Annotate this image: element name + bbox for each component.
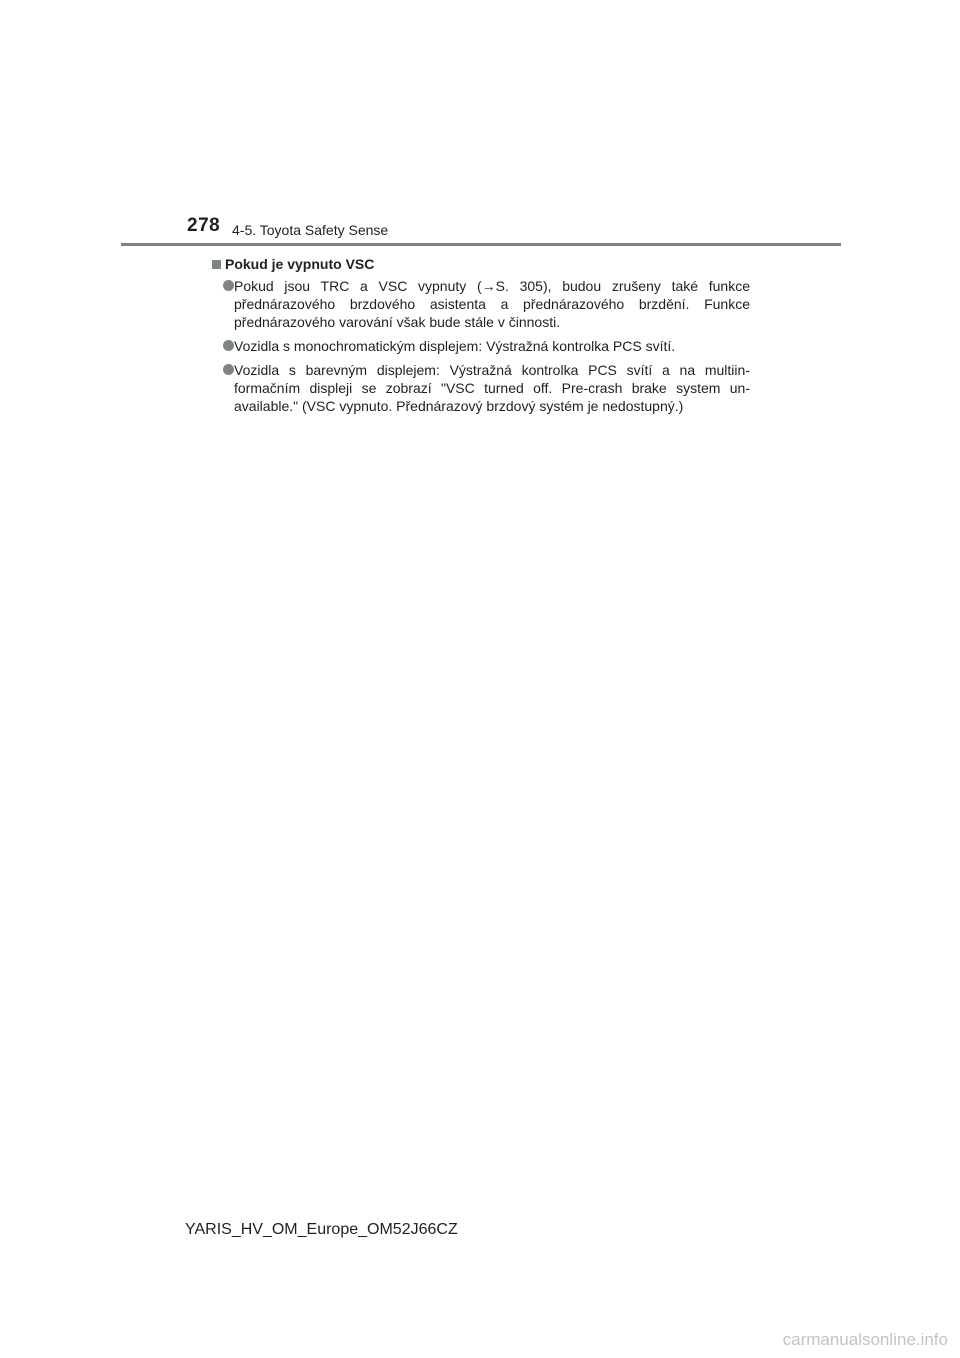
list-item-text: Pokud jsou TRC a VSC vypnuty (→S. 305), budou zrušeny také funkce přednárazového brzdového asistenta a přednárazového brzdění. Funkce přednárazového varování však bude stále v činnosti. xyxy=(234,278,750,330)
watermark: carmanualsonline.info xyxy=(782,1330,948,1349)
list-item xyxy=(212,361,750,415)
header-divider xyxy=(121,243,841,246)
square-bullet-icon xyxy=(212,260,221,269)
bullet-list xyxy=(212,277,750,415)
list-item xyxy=(212,337,750,355)
section-title: 4-5. Toyota Safety Sense xyxy=(232,222,389,238)
main-content xyxy=(212,255,750,421)
list-item-text: Vozidla s barevným displejem: Výstražná kontrolka PCS svítí a na multiinformačním displeji se zobrazí "VSC turned off. Pre-crash brake system unavailable." (VSC vypnuto. Přednárazový brzdový systém je nedostupný.) xyxy=(234,362,750,414)
document-code: YARIS_HV_OM_Europe_OM52J66CZ xyxy=(185,1221,458,1238)
subheading-text: Pokud je vypnuto VSC xyxy=(225,256,375,272)
list-item xyxy=(212,277,750,331)
page-number: 278 xyxy=(187,215,221,236)
subheading xyxy=(212,255,750,273)
circle-bullet-icon xyxy=(223,364,234,375)
circle-bullet-icon xyxy=(223,340,234,351)
circle-bullet-icon xyxy=(223,280,234,291)
list-item-text: Vozidla s monochromatickým displejem: Výstražná kontrolka PCS svítí. xyxy=(234,338,676,354)
